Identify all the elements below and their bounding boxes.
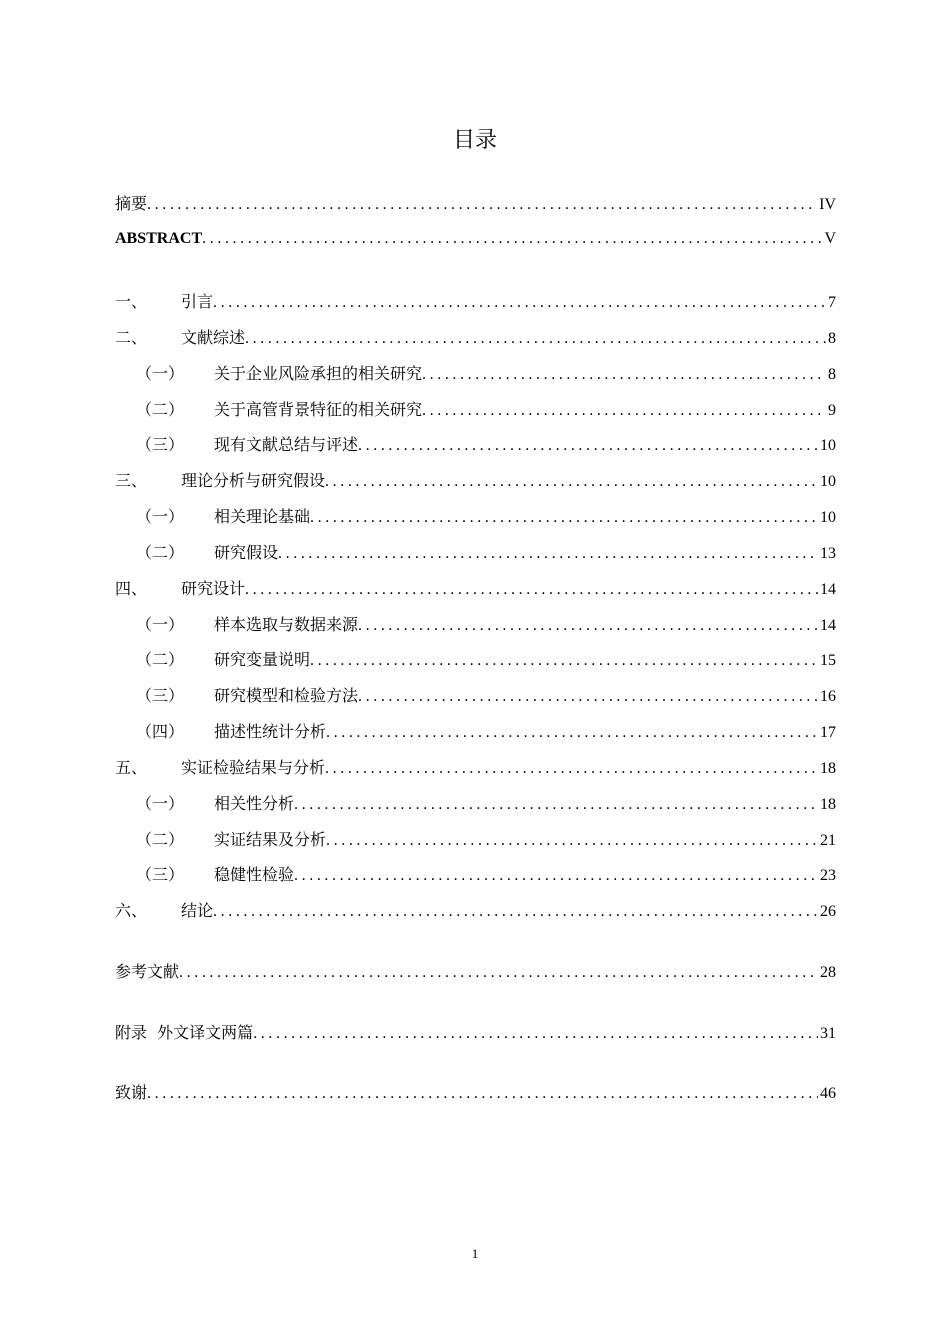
toc-entry-number: 二、: [115, 328, 148, 347]
toc-entry-section-5-1[interactable]: [136, 792, 836, 816]
toc-entry-section-4-4[interactable]: [136, 720, 836, 744]
toc-entry-number: （一）: [136, 615, 185, 634]
dot-leader: [326, 829, 818, 853]
toc-entry-page: 10: [820, 473, 836, 490]
dot-leader: [202, 227, 822, 251]
dot-leader: [294, 864, 818, 888]
toc-entry-number: （二）: [136, 830, 185, 849]
toc-entry-label: 关于高管背景特征的相关研究: [214, 400, 423, 419]
toc-entry-page: 14: [820, 617, 836, 634]
toc-entry-page: 10: [820, 437, 836, 454]
toc-entry-section-4-1[interactable]: [136, 613, 836, 637]
toc-entry-page: 9: [828, 402, 836, 419]
dot-leader: [358, 614, 818, 638]
dot-leader: [422, 363, 826, 387]
toc-entry-number: 五、: [115, 758, 148, 777]
toc-entry-label: 样本选取与数据来源: [214, 615, 359, 634]
toc-entry-section-5-2[interactable]: [136, 828, 836, 852]
toc-entry-label: 研究假设: [214, 543, 279, 562]
toc-entry-section-3-1[interactable]: [136, 505, 836, 529]
toc-entry-section-2-3[interactable]: [136, 433, 836, 457]
toc-entry-number: （一）: [136, 794, 185, 813]
dot-leader: [325, 470, 818, 494]
page-title: 目录: [452, 128, 497, 153]
toc-entry-label: 描述性统计分析: [214, 722, 327, 741]
dot-leader: [310, 649, 818, 673]
toc-entry-page: 28: [820, 964, 836, 981]
toc-entry-page: 23: [820, 867, 836, 884]
toc-entry-page: 31: [820, 1025, 836, 1042]
toc-entry-section-4-2[interactable]: [136, 648, 836, 672]
toc-entry-page: 18: [820, 796, 836, 813]
toc-entry-chapter-3[interactable]: [115, 469, 836, 493]
toc-entry-section-4-3[interactable]: [136, 684, 836, 708]
dot-leader: [245, 327, 826, 351]
toc-entry-label: 研究变量说明: [214, 650, 311, 669]
toc-entry-number: 六、: [115, 901, 148, 920]
dot-leader: [179, 961, 818, 985]
toc-entry-page: 13: [820, 545, 836, 562]
toc-entry-page: 26: [820, 903, 836, 920]
toc-entry-label: 致谢: [115, 1083, 148, 1102]
toc-entry-abstract-cn[interactable]: [115, 192, 836, 216]
toc-entry-number: （一）: [136, 507, 185, 526]
toc-entry-page: 7: [828, 294, 836, 311]
toc-entry-appendix[interactable]: [115, 1021, 836, 1045]
toc-entry-label: 稳健性检验: [214, 865, 295, 884]
toc-entry-page: 17: [820, 724, 836, 741]
toc-entry-label: 文献综述: [181, 328, 246, 347]
toc-entry-label: 摘要: [115, 194, 148, 213]
toc-entry-section-2-1[interactable]: [136, 362, 836, 386]
toc-entry-label: 参考文献: [115, 962, 180, 981]
dot-leader: [294, 793, 818, 817]
toc-entry-label: 实证检验结果与分析: [181, 758, 326, 777]
toc-entry-references[interactable]: [115, 960, 836, 984]
toc-entry-acknowledgements[interactable]: [115, 1081, 836, 1105]
toc-entry-label: 现有文献总结与评述: [214, 435, 359, 454]
toc-entry-page: IV: [819, 196, 836, 213]
toc-entry-label: 附录 外文译文两篇: [115, 1023, 254, 1042]
dot-leader: [213, 900, 818, 924]
toc-entry-label: 相关性分析: [214, 794, 295, 813]
toc-entry-label: 引言: [181, 292, 214, 311]
dot-leader: [245, 578, 818, 602]
toc-entry-abstract-en[interactable]: [115, 227, 836, 251]
toc-entry-label: 实证结果及分析: [214, 830, 327, 849]
dot-leader: [358, 685, 818, 709]
toc-entry-label: 研究模型和检验方法: [214, 686, 359, 705]
toc-entry-number: （二）: [136, 650, 185, 669]
toc-entry-number: 四、: [115, 579, 148, 598]
dot-leader: [325, 757, 818, 781]
toc-entry-number: 一、: [115, 292, 148, 311]
toc-entry-chapter-2[interactable]: [115, 326, 836, 350]
toc-entry-page: 21: [820, 832, 836, 849]
toc-entry-chapter-5[interactable]: [115, 756, 836, 780]
toc-entry-number: （一）: [136, 364, 185, 383]
dot-leader: [326, 721, 818, 745]
dot-leader: [310, 506, 818, 530]
dot-leader: [422, 399, 826, 423]
toc-entry-label: 理论分析与研究假设: [181, 471, 326, 490]
toc-entry-chapter-6[interactable]: [115, 899, 836, 923]
toc-entry-page: V: [824, 230, 836, 247]
toc-entry-chapter-4[interactable]: [115, 577, 836, 601]
toc-entry-page: 14: [820, 581, 836, 598]
toc-entry-page: 8: [828, 330, 836, 347]
toc-entry-label: ABSTRACT: [115, 230, 203, 247]
toc-entry-section-5-3[interactable]: [136, 863, 836, 887]
toc-entry-label: 关于企业风险承担的相关研究: [214, 364, 423, 383]
dot-leader: [147, 193, 817, 217]
page-number: 1: [471, 1246, 479, 1261]
toc-entry-number: （四）: [136, 722, 185, 741]
toc-entry-label: 研究设计: [181, 579, 246, 598]
toc-entry-number: （二）: [136, 400, 185, 419]
toc-entry-page: 10: [820, 509, 836, 526]
toc-entry-number: （三）: [136, 435, 185, 454]
toc-entry-chapter-1[interactable]: [115, 290, 836, 314]
toc-entry-number: （二）: [136, 543, 185, 562]
toc-entry-page: 8: [828, 366, 836, 383]
toc-entry-label: 结论: [181, 901, 214, 920]
dot-leader: [253, 1022, 818, 1046]
toc-entry-section-2-2[interactable]: [136, 398, 836, 422]
toc-entry-number: （三）: [136, 865, 185, 884]
toc-entry-page: 18: [820, 760, 836, 777]
toc-entry-label: 相关理论基础: [214, 507, 311, 526]
dot-leader: [147, 1082, 818, 1106]
toc-entry-page: 46: [820, 1085, 836, 1102]
toc-entry-section-3-2[interactable]: [136, 541, 836, 565]
dot-leader: [278, 542, 818, 566]
toc-entry-page: 16: [820, 688, 836, 705]
toc-entry-page: 15: [820, 652, 836, 669]
toc-entry-number: （三）: [136, 686, 185, 705]
dot-leader: [358, 434, 818, 458]
dot-leader: [213, 291, 826, 315]
toc-entry-number: 三、: [115, 471, 148, 490]
